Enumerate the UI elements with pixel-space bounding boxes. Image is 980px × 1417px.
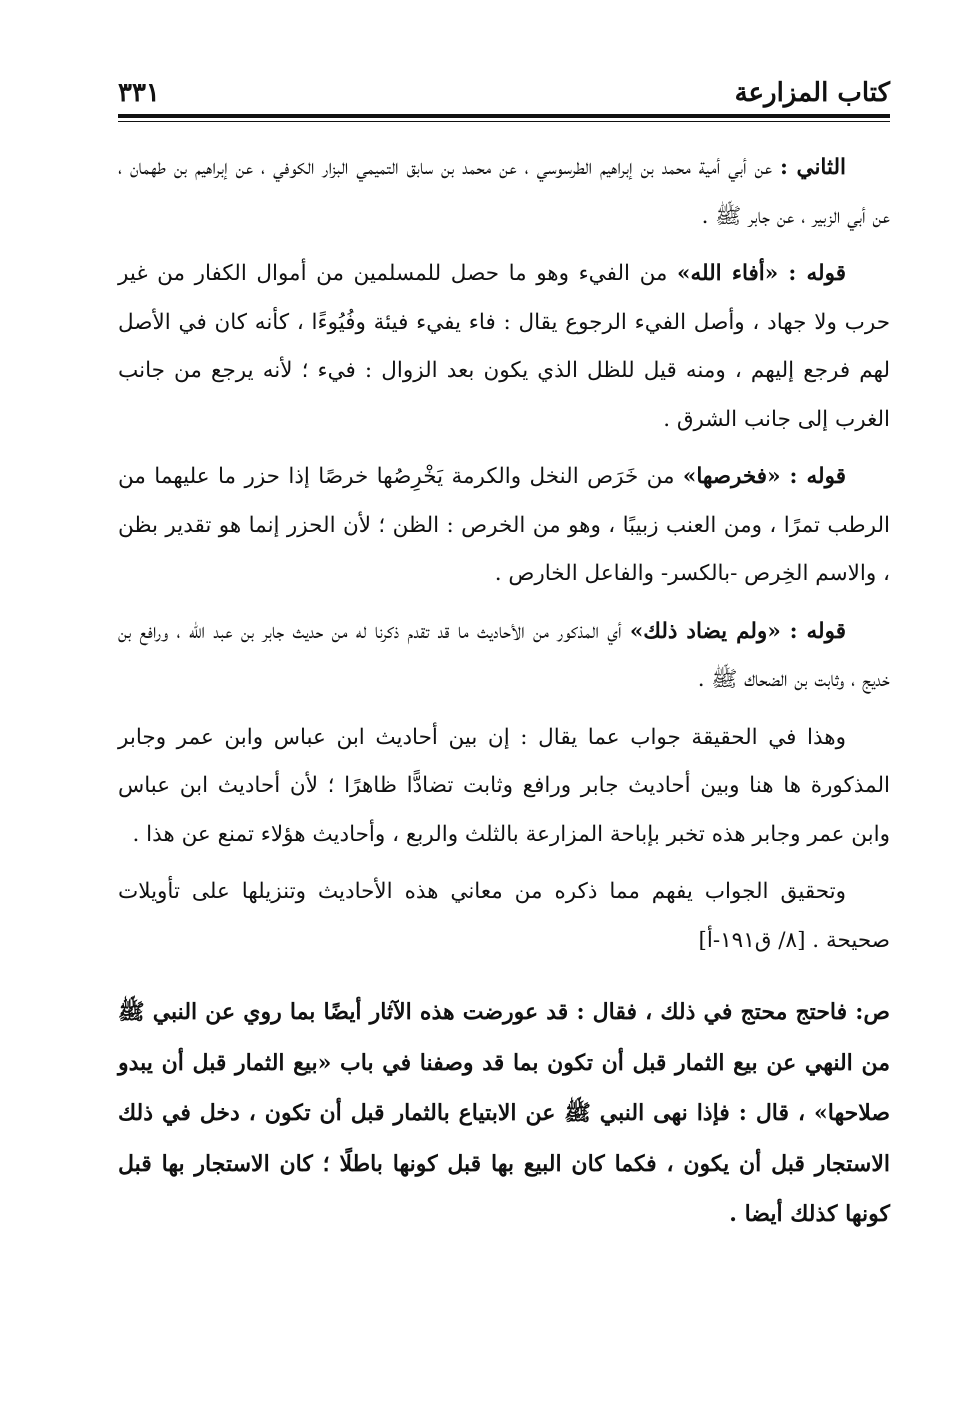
main-text-body: فاحتج محتج في ذلك ، فقال : قد عورضت هذه الآثار أيضًا بما روي عن النبي ﷺ من النهي عن بيع الثمار قبل أن تكون بما قد وصفنا في باب «بيع الثمار قبل أن يبدو صلاحها» ، قال : فإذا نهى النبي ﷺ عن الابتياع بالثمار قبل أن تكون ، دخل في ذلك الاستجار قبل أن يكون ، فكما كان البيع بها قبل كونها باطلًا ؛ كان الاستجار بها قبل كونها كذلك أيضا .: [118, 999, 890, 1227]
paragraph-text: من الفيء وهو ما حصل للمسلمين من أموال الكفار من غير حرب ولا جهاد ، وأصل الفيء الرجوع يقال : فاء يفيء فيئة وفُيُوءًا ، كأنه كان في الأصل لهم فرجع إليهم ، ومنه قيل للظل الذي يكون بعد الزوال : فيء ؛ لأنه يرجع من جانب الغرب إلى جانب الشرق .: [118, 261, 890, 432]
commentary-body: [118, 144, 890, 1240]
paragraph: [118, 714, 890, 860]
paragraph: [118, 144, 890, 241]
paragraph: [118, 453, 890, 599]
main-text-paragraph: [118, 987, 890, 1240]
chapter-title: كتاب المزارعة: [734, 78, 890, 108]
page-number: ٣٣١: [118, 78, 160, 108]
paragraph: [118, 868, 890, 965]
paragraph: [118, 608, 890, 705]
paragraph-text: وتحقيق الجواب يفهم مما ذكره من معاني هذه الأحاديث وتنزيلها على تأويلات صحيحة . [٨/ ق١٩١-أ]: [118, 879, 890, 953]
book-page: [118, 52, 890, 1249]
paragraph-text: عن أبي أمية محمد بن إبراهيم الطرسوسي ، عن محمد بن سابق التميمي البزار الكوفي ، عن إبراهيم بن طهمان ، عن أبي الزبير ، عن جابر ﷺ .: [118, 155, 890, 229]
paragraph: [118, 250, 890, 444]
running-header: [118, 52, 890, 108]
paragraph-label: قوله : «فخرصها»: [682, 464, 846, 489]
paragraph-label: الثاني :: [780, 155, 846, 180]
paragraph-text: أي المذكور من الأحاديث ما قد تقدم ذكرنا له من حديث جابر بن عبد الله ، ورافع بن خديج ، وثابت بن الضحاك ﷺ .: [118, 618, 890, 692]
paragraph-label: قوله : «أفاء الله»: [677, 261, 846, 286]
paragraph-label: قوله : «ولم يضاد ذلك»: [629, 618, 846, 644]
paragraph-text: من خَرَص النخل والكرمة يَخْرِصُها خرصًا إذا حزر ما عليهما من الرطب تمرًا ، ومن العنب زبيبًا ، وهو من الخرص : الظن ؛ لأن الحزر إنما هو تقدير بظن ، والاسم الخِرص -بالكسر- والفاعل الخارص .: [118, 464, 890, 586]
main-text-lead: ص:: [855, 999, 890, 1025]
header-rule-thin: [118, 121, 890, 122]
header-rule-thick: [118, 114, 890, 118]
paragraph-text: وهذا في الحقيقة جواب عما يقال : إن بين أحاديث ابن عباس وابن عمر وجابر المذكورة ها هنا وبين أحاديث جابر ورافع وثابت تضادًّا ظاهرًا ؛ لأن أحاديث ابن عباس وابن عمر وجابر هذه تخبر بإباحة المزارعة بالثلث والربع ، وأحاديث هؤلاء تمنع عن هذا .: [118, 724, 890, 847]
